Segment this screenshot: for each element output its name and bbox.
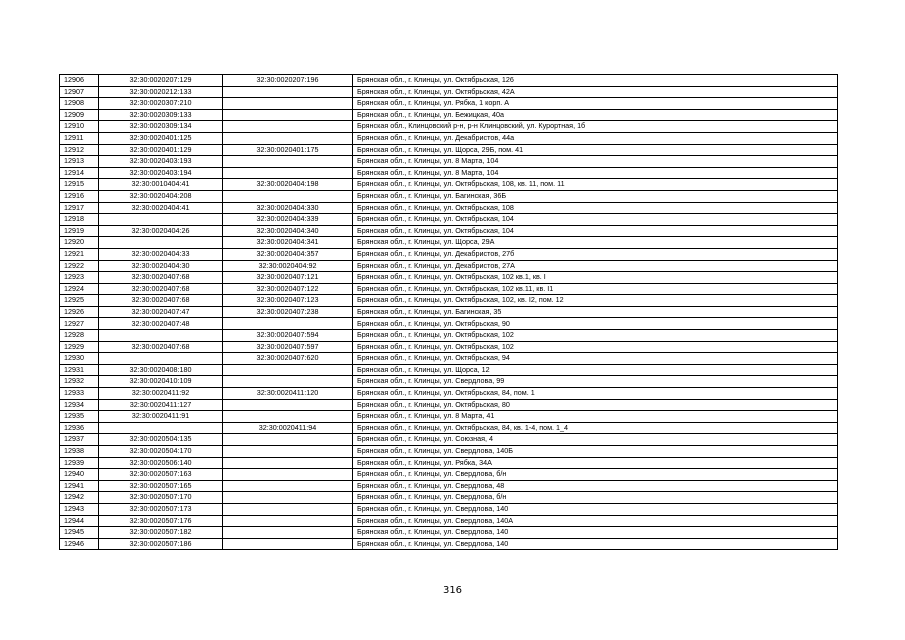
cadastral-number-cell (99, 422, 223, 434)
row-number-cell: 12942 (60, 492, 99, 504)
row-number-cell: 12919 (60, 225, 99, 237)
address-cell: Брянская обл., г. Клинцы, ул. Октябрьская, 42А (353, 86, 838, 98)
cadastral-number-cell: 32:30:0020407:47 (99, 306, 223, 318)
table-row (60, 364, 838, 376)
cadastral-number-cell: 32:30:0020411:127 (99, 399, 223, 411)
address-cell: Брянская обл., г. Клинцы, ул. Рябка, 34А (353, 457, 838, 469)
cadastral-number-cell: 32:30:0020404:26 (99, 225, 223, 237)
linked-cadastral-number-cell (223, 318, 353, 330)
address-cell: Брянская обл., г. Клинцы, ул. Октябрьская, 108, кв. 11, пом. 11 (353, 179, 838, 191)
address-cell: Брянская обл., г. Клинцы, ул. Щорса, 29Б, пом. 41 (353, 144, 838, 156)
row-number-cell: 12917 (60, 202, 99, 214)
linked-cadastral-number-cell: 32:30:0020407:121 (223, 272, 353, 284)
row-number-cell: 12928 (60, 330, 99, 342)
registry-table (59, 74, 838, 550)
table-row (60, 225, 838, 237)
table-row (60, 457, 838, 469)
cadastral-number-cell: 32:30:0020401:129 (99, 144, 223, 156)
address-cell: Брянская обл., г. Клинцы, ул. Октябрьская, 104 (353, 225, 838, 237)
table-row (60, 144, 838, 156)
table-row (60, 260, 838, 272)
table-row (60, 388, 838, 400)
address-cell: Брянская обл., г. Клинцы, ул. Свердлова, 140 (353, 538, 838, 550)
address-cell: Брянская обл., г. Клинцы, ул. Свердлова, 99 (353, 376, 838, 388)
cadastral-number-cell: 32:30:0020401:125 (99, 132, 223, 144)
table-row (60, 434, 838, 446)
table-row (60, 121, 838, 133)
address-cell: Брянская обл., г. Клинцы, ул. Свердлова, 140 (353, 503, 838, 515)
cadastral-number-cell: 32:30:0020309:133 (99, 109, 223, 121)
row-number-cell: 12924 (60, 283, 99, 295)
linked-cadastral-number-cell (223, 434, 353, 446)
cadastral-number-cell (99, 237, 223, 249)
table-row (60, 214, 838, 226)
table-row (60, 272, 838, 284)
row-number-cell: 12918 (60, 214, 99, 226)
linked-cadastral-number-cell (223, 156, 353, 168)
address-cell: Брянская обл., г. Клинцы, ул. Свердлова, 48 (353, 480, 838, 492)
address-cell: Брянская обл., г. Клинцы, ул. Октябрьская, 102 (353, 330, 838, 342)
linked-cadastral-number-cell (223, 411, 353, 423)
table-row (60, 330, 838, 342)
table-row (60, 469, 838, 481)
row-number-cell: 12944 (60, 515, 99, 527)
row-number-cell: 12939 (60, 457, 99, 469)
address-cell: Брянская обл., г. Клинцы, ул. Багинская, 35 (353, 306, 838, 318)
cadastral-number-cell: 32:30:0020307:210 (99, 98, 223, 110)
linked-cadastral-number-cell: 32:30:0020407:238 (223, 306, 353, 318)
cadastral-number-cell: 32:30:0020506:140 (99, 457, 223, 469)
row-number-cell: 12906 (60, 75, 99, 87)
row-number-cell: 12940 (60, 469, 99, 481)
row-number-cell: 12933 (60, 388, 99, 400)
cadastral-number-cell: 32:30:0020407:48 (99, 318, 223, 330)
row-number-cell: 12925 (60, 295, 99, 307)
table-row (60, 248, 838, 260)
linked-cadastral-number-cell (223, 399, 353, 411)
table-row (60, 86, 838, 98)
linked-cadastral-number-cell (223, 446, 353, 458)
table-row (60, 527, 838, 539)
address-cell: Брянская обл., г. Клинцы, ул. 8 Марта, 104 (353, 156, 838, 168)
cadastral-number-cell: 32:30:0020411:91 (99, 411, 223, 423)
table-row (60, 295, 838, 307)
linked-cadastral-number-cell: 32:30:0020407:594 (223, 330, 353, 342)
linked-cadastral-number-cell (223, 480, 353, 492)
linked-cadastral-number-cell: 32:30:0020411:120 (223, 388, 353, 400)
row-number-cell: 12935 (60, 411, 99, 423)
linked-cadastral-number-cell (223, 515, 353, 527)
address-cell: Брянская обл., г. Клинцы, ул. Октябрьская, 80 (353, 399, 838, 411)
linked-cadastral-number-cell: 32:30:0020401:175 (223, 144, 353, 156)
table-row (60, 237, 838, 249)
row-number-cell: 12946 (60, 538, 99, 550)
table-row (60, 446, 838, 458)
linked-cadastral-number-cell (223, 167, 353, 179)
table-row (60, 538, 838, 550)
linked-cadastral-number-cell: 32:30:0020404:341 (223, 237, 353, 249)
cadastral-number-cell: 32:30:0020507:163 (99, 469, 223, 481)
address-cell: Брянская обл., г. Клинцы, ул. Бежицкая, 40а (353, 109, 838, 121)
address-cell: Брянская обл., г. Клинцы, ул. Декабристов, 44а (353, 132, 838, 144)
linked-cadastral-number-cell: 32:30:0020207:196 (223, 75, 353, 87)
linked-cadastral-number-cell (223, 469, 353, 481)
linked-cadastral-number-cell (223, 109, 353, 121)
linked-cadastral-number-cell: 32:30:0020404:198 (223, 179, 353, 191)
address-cell: Брянская обл., г. Клинцы, ул. Октябрьская, 94 (353, 353, 838, 365)
address-cell: Брянская обл., г. Клинцы, ул. Октябрьская, 102 кв.1, кв. I (353, 272, 838, 284)
address-cell: Брянская обл., г. Клинцы, ул. Октябрьская, 90 (353, 318, 838, 330)
cadastral-number-cell: 32:30:0020407:68 (99, 341, 223, 353)
linked-cadastral-number-cell: 32:30:0020407:123 (223, 295, 353, 307)
table-row (60, 179, 838, 191)
table-row (60, 318, 838, 330)
table-row (60, 411, 838, 423)
cadastral-number-cell: 32:30:0020403:193 (99, 156, 223, 168)
table-row (60, 422, 838, 434)
linked-cadastral-number-cell: 32:30:0020404:340 (223, 225, 353, 237)
address-cell: Брянская обл., г. Клинцы, ул. Союзная, 4 (353, 434, 838, 446)
address-cell: Брянская обл., г. Клинцы, ул. Свердлова, б/н (353, 469, 838, 481)
row-number-cell: 12920 (60, 237, 99, 249)
address-cell: Брянская обл., г. Клинцы, ул. Свердлова, 140А (353, 515, 838, 527)
table-row (60, 492, 838, 504)
cadastral-number-cell: 32:30:0020504:170 (99, 446, 223, 458)
cadastral-number-cell (99, 214, 223, 226)
address-cell: Брянская обл., г. Клинцы, ул. Октябрьская, 84, пом. 1 (353, 388, 838, 400)
cadastral-number-cell: 32:30:0020407:68 (99, 283, 223, 295)
row-number-cell: 12938 (60, 446, 99, 458)
row-number-cell: 12941 (60, 480, 99, 492)
address-cell: Брянская обл., Клинцовский р-н, р-н Клинцовский, ул. Курортная, 1б (353, 121, 838, 133)
row-number-cell: 12929 (60, 341, 99, 353)
table-row (60, 167, 838, 179)
linked-cadastral-number-cell: 32:30:0020411:94 (223, 422, 353, 434)
table-row (60, 515, 838, 527)
linked-cadastral-number-cell (223, 538, 353, 550)
address-cell: Брянская обл., г. Клинцы, ул. Октябрьская, 102 (353, 341, 838, 353)
row-number-cell: 12931 (60, 364, 99, 376)
page-number: 316 (442, 585, 463, 596)
cadastral-number-cell: 32:30:0020407:68 (99, 295, 223, 307)
linked-cadastral-number-cell: 32:30:0020407:597 (223, 341, 353, 353)
cadastral-number-cell: 32:30:0020507:173 (99, 503, 223, 515)
cadastral-number-cell: 32:30:0020410:109 (99, 376, 223, 388)
table-row (60, 156, 838, 168)
linked-cadastral-number-cell (223, 132, 353, 144)
cadastral-number-cell (99, 330, 223, 342)
address-cell: Брянская обл., г. Клинцы, ул. Декабристов, 27б (353, 248, 838, 260)
cadastral-number-cell: 32:30:0020507:182 (99, 527, 223, 539)
linked-cadastral-number-cell (223, 190, 353, 202)
cadastral-number-cell: 32:30:0020407:68 (99, 272, 223, 284)
row-number-cell: 12912 (60, 144, 99, 156)
row-number-cell: 12934 (60, 399, 99, 411)
address-cell: Брянская обл., г. Клинцы, ул. Октябрьская, 104 (353, 214, 838, 226)
table-row (60, 503, 838, 515)
table-row (60, 399, 838, 411)
linked-cadastral-number-cell: 32:30:0020407:620 (223, 353, 353, 365)
linked-cadastral-number-cell: 32:30:0020404:330 (223, 202, 353, 214)
table-row (60, 109, 838, 121)
row-number-cell: 12910 (60, 121, 99, 133)
row-number-cell: 12927 (60, 318, 99, 330)
cadastral-number-cell: 32:30:0020507:170 (99, 492, 223, 504)
address-cell: Брянская обл., г. Клинцы, ул. Багинская, 36Б (353, 190, 838, 202)
table-row (60, 190, 838, 202)
address-cell: Брянская обл., г. Клинцы, ул. 8 Марта, 104 (353, 167, 838, 179)
cadastral-number-cell: 32:30:0020212:133 (99, 86, 223, 98)
row-number-cell: 12926 (60, 306, 99, 318)
address-cell: Брянская обл., г. Клинцы, ул. Декабристов, 27А (353, 260, 838, 272)
cadastral-number-cell: 32:30:0020504:135 (99, 434, 223, 446)
linked-cadastral-number-cell: 32:30:0020407:122 (223, 283, 353, 295)
address-cell: Брянская обл., г. Клинцы, ул. Октябрьская, 126 (353, 75, 838, 87)
linked-cadastral-number-cell (223, 376, 353, 388)
table-row (60, 353, 838, 365)
cadastral-number-cell (99, 353, 223, 365)
address-cell: Брянская обл., г. Клинцы, ул. 8 Марта, 41 (353, 411, 838, 423)
address-cell: Брянская обл., г. Клинцы, ул. Щорса, 29А (353, 237, 838, 249)
linked-cadastral-number-cell (223, 121, 353, 133)
row-number-cell: 12911 (60, 132, 99, 144)
address-cell: Брянская обл., г. Клинцы, ул. Октябрьская, 102, кв. I2, пом. 12 (353, 295, 838, 307)
address-cell: Брянская обл., г. Клинцы, ул. Свердлова, 140 (353, 527, 838, 539)
cadastral-number-cell: 32:30:0010404:41 (99, 179, 223, 191)
cadastral-number-cell: 32:30:0020404:33 (99, 248, 223, 260)
row-number-cell: 12943 (60, 503, 99, 515)
cadastral-number-cell: 32:30:0020404:208 (99, 190, 223, 202)
table-row (60, 376, 838, 388)
address-cell: Брянская обл., г. Клинцы, ул. Рябка, 1 корп. А (353, 98, 838, 110)
address-cell: Брянская обл., г. Клинцы, ул. Свердлова, 140Б (353, 446, 838, 458)
linked-cadastral-number-cell: 32:30:0020404:92 (223, 260, 353, 272)
linked-cadastral-number-cell: 32:30:0020404:339 (223, 214, 353, 226)
table-row (60, 202, 838, 214)
cadastral-number-cell: 32:30:0020408:180 (99, 364, 223, 376)
row-number-cell: 12932 (60, 376, 99, 388)
linked-cadastral-number-cell (223, 364, 353, 376)
row-number-cell: 12908 (60, 98, 99, 110)
address-cell: Брянская обл., г. Клинцы, ул. Щорса, 12 (353, 364, 838, 376)
cadastral-number-cell: 32:30:0020507:165 (99, 480, 223, 492)
cadastral-number-cell: 32:30:0020411:92 (99, 388, 223, 400)
row-number-cell: 12921 (60, 248, 99, 260)
table-row (60, 132, 838, 144)
row-number-cell: 12923 (60, 272, 99, 284)
cadastral-number-cell: 32:30:0020207:129 (99, 75, 223, 87)
linked-cadastral-number-cell: 32:30:0020404:357 (223, 248, 353, 260)
address-cell: Брянская обл., г. Клинцы, ул. Октябрьская, 84, кв. 1-4, пом. 1_4 (353, 422, 838, 434)
registry-table-body (60, 75, 838, 550)
address-cell: Брянская обл., г. Клинцы, ул. Октябрьская, 102 кв.11, кв. I1 (353, 283, 838, 295)
table-row (60, 98, 838, 110)
address-cell: Брянская обл., г. Клинцы, ул. Октябрьская, 108 (353, 202, 838, 214)
table-row (60, 480, 838, 492)
row-number-cell: 12916 (60, 190, 99, 202)
cadastral-number-cell: 32:30:0020309:134 (99, 121, 223, 133)
linked-cadastral-number-cell (223, 457, 353, 469)
row-number-cell: 12909 (60, 109, 99, 121)
row-number-cell: 12913 (60, 156, 99, 168)
row-number-cell: 12922 (60, 260, 99, 272)
table-row (60, 283, 838, 295)
linked-cadastral-number-cell (223, 492, 353, 504)
cadastral-number-cell: 32:30:0020404:30 (99, 260, 223, 272)
linked-cadastral-number-cell (223, 527, 353, 539)
table-row (60, 306, 838, 318)
row-number-cell: 12914 (60, 167, 99, 179)
cadastral-number-cell: 32:30:0020404:41 (99, 202, 223, 214)
row-number-cell: 12907 (60, 86, 99, 98)
cadastral-number-cell: 32:30:0020507:176 (99, 515, 223, 527)
row-number-cell: 12930 (60, 353, 99, 365)
cadastral-number-cell: 32:30:0020403:194 (99, 167, 223, 179)
linked-cadastral-number-cell (223, 86, 353, 98)
linked-cadastral-number-cell (223, 98, 353, 110)
linked-cadastral-number-cell (223, 503, 353, 515)
row-number-cell: 12937 (60, 434, 99, 446)
table-row (60, 75, 838, 87)
row-number-cell: 12945 (60, 527, 99, 539)
row-number-cell: 12915 (60, 179, 99, 191)
row-number-cell: 12936 (60, 422, 99, 434)
table-row (60, 341, 838, 353)
cadastral-number-cell: 32:30:0020507:186 (99, 538, 223, 550)
address-cell: Брянская обл., г. Клинцы, ул. Свердлова, б/н (353, 492, 838, 504)
